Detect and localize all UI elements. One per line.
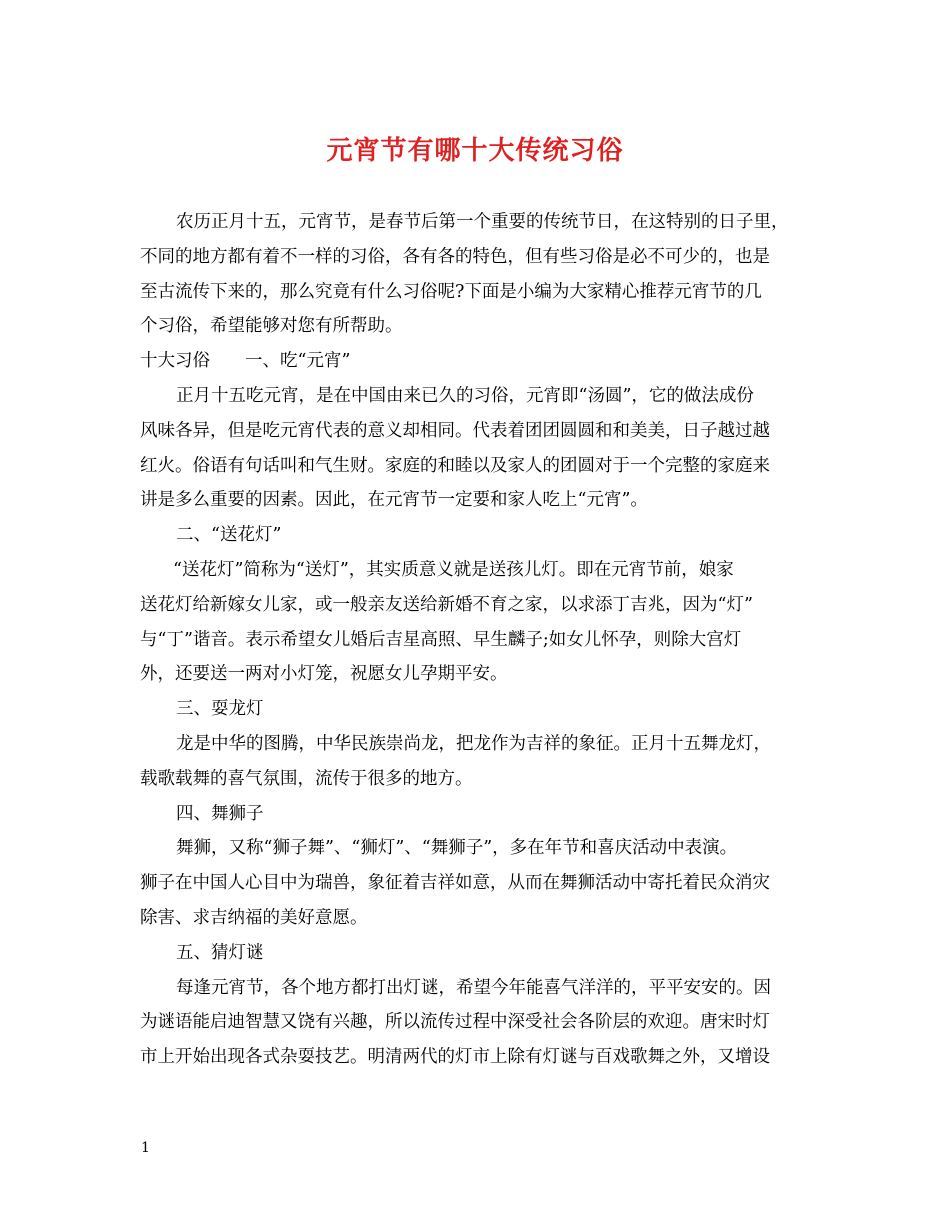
document-title: 元宵节有哪十大传统习俗 <box>326 136 624 166</box>
text-line: 除害、求吉纳福的美好意愿。 <box>140 907 368 928</box>
text-line: “送花灯”简称为“送灯”，其实质意义就是送孩儿灯。即在元宵节前，娘家 <box>173 559 734 580</box>
section-heading: 三、耍龙灯 <box>176 699 264 720</box>
section-heading: 十大习俗 一、吃“元宵” <box>140 351 351 372</box>
text-line: 不同的地方都有着不一样的习俗，各有各的特色，但有些习俗是必不可少的，也是 <box>140 246 770 267</box>
document-body <box>140 205 830 1075</box>
text-line: 每逢元宵节，各个地方都打出灯谜，希望今年能喜气洋洋的，平平安安的。因 <box>176 977 771 998</box>
text-line: 农历正月十五，元宵节，是春节后第一个重要的传统节日，在这特别的日子里， <box>176 212 789 232</box>
text-line: 正月十五吃元宵，是在中国由来已久的习俗，元宵即“汤圆”，它的做法成份 <box>176 385 754 406</box>
text-line: 至古流传下来的，那么究竟有什么习俗呢?下面是小编为大家精心推荐元宵节的几 <box>140 281 762 302</box>
text-line: 个习俗，希望能够对您有所帮助。 <box>140 316 403 337</box>
text-line: 狮子在中国人心目中为瑞兽，象征着吉祥如意，从而在舞狮活动中寄托着民众消灾 <box>140 873 770 894</box>
text-line: 与“丁”谐音。表示希望女儿婚后吉星高照、早生麟子;如女儿怀孕，则除大宫灯 <box>140 629 742 650</box>
text-line: 红火。俗语有句话叫和气生财。家庭的和睦以及家人的团圆对于一个完整的家庭来 <box>140 455 770 476</box>
section-heading: 二、“送花灯” <box>176 525 282 546</box>
section-heading: 五、猜灯谜 <box>176 942 264 963</box>
text-line: 送花灯给新嫁女儿家，或一般亲友送给新婚不育之家，以求添丁吉兆，因为“灯” <box>140 594 753 615</box>
text-line: 为谜语能启迪智慧又饶有兴趣，所以流传过程中深受社会各阶层的欢迎。唐宋时灯 <box>140 1012 770 1033</box>
text-line: 市上开始出现各式杂耍技艺。明清两代的灯市上除有灯谜与百戏歌舞之外，又增设 <box>140 1047 770 1068</box>
page-number: 1 <box>141 1140 150 1156</box>
text-line: 龙是中华的图腾，中华民族崇尚龙，把龙作为吉祥的象征。正月十五舞龙灯， <box>176 733 771 754</box>
section-heading: 四、舞狮子 <box>176 803 264 824</box>
text-line: 外，还要送一两对小灯笼，祝愿女儿孕期平安。 <box>140 664 508 685</box>
text-line: 讲是多么重要的因素。因此，在元宵节一定要和家人吃上“元宵”。 <box>140 490 648 511</box>
text-line: 载歌载舞的喜气氛围，流传于很多的地方。 <box>140 768 473 789</box>
text-line: 舞狮，又称“狮子舞”、“狮灯”、“舞狮子”，多在年节和喜庆活动中表演。 <box>176 838 738 859</box>
text-line: 风味各异，但是吃元宵代表的意义却相同。代表着团团圆圆和和美美，日子越过越 <box>140 420 770 441</box>
